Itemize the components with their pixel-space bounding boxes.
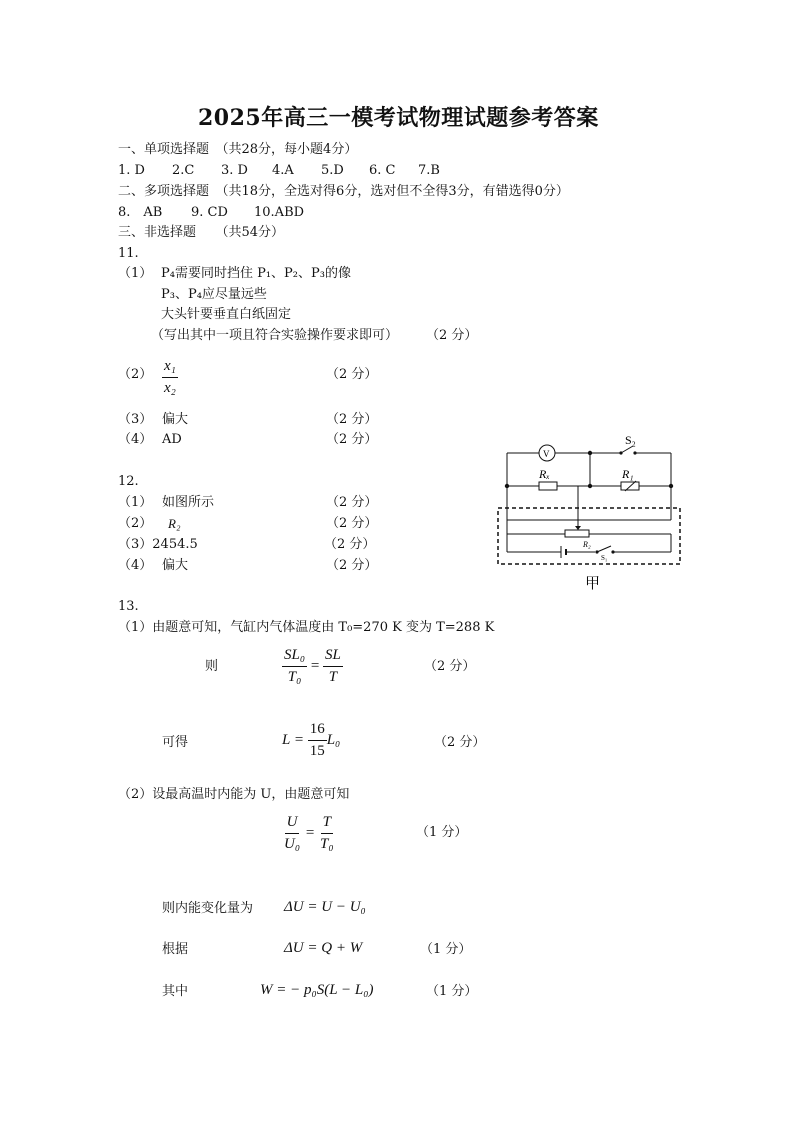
answer-8: 8. AB [118, 205, 163, 220]
answer-5: 5.D [321, 163, 344, 178]
q13-eq5-prefix: 根据 [162, 942, 189, 957]
q12-p3-label: （3）2454.5 [118, 537, 198, 552]
page-title: 2025年高三一模考试物理试题参考答案 [198, 105, 599, 131]
q12-p2-label: （2） [118, 516, 153, 531]
junction-dot [588, 451, 592, 455]
q11-p1-line2: P₃、P₄应尽量远些 [161, 287, 267, 302]
junction-dot [505, 484, 509, 488]
eq1-right-den: T [328, 669, 338, 685]
q13-eq1-score: （2 分） [424, 659, 476, 674]
switch-terminal [619, 451, 622, 454]
q13-eq4-prefix: 则内能变化量为 [162, 901, 254, 916]
answer-6: 6. C [369, 163, 396, 178]
q13-eq1 [282, 648, 343, 685]
eq3-left-den: U₀ [284, 836, 301, 852]
eq2-rhs: L₀ [326, 731, 341, 748]
q11-p1-line4: （写出其中一项且符合实验操作要求即可） [151, 328, 399, 343]
q11-p2-label: （2） [118, 367, 153, 382]
q11-p1-label: （1） [118, 266, 153, 281]
q11-p3-label: （3） [118, 412, 153, 427]
eq1-equals: = [310, 657, 320, 674]
section2-header: 二、多项选择题 （共18分，全选对得6分，选对但不全得3分，有错选得0分） [118, 184, 569, 199]
r1-label: R₁ [622, 467, 634, 481]
q13-eq2 [282, 722, 340, 759]
q12-p2-score: （2 分） [326, 516, 378, 531]
eq3-right-den: T₀ [320, 836, 334, 852]
q12-p4-score: （2 分） [326, 558, 378, 573]
eq1-left-den: T₀ [287, 669, 302, 685]
circuit-caption: 甲 [585, 576, 601, 592]
q13-eq4: ΔU = U − U₀ [284, 899, 366, 915]
q12-p1-score: （2 分） [326, 495, 378, 510]
q13-eq1-prefix: 则 [205, 659, 219, 674]
answer-2: 2.C [172, 163, 195, 178]
q13-number: 13. [118, 599, 139, 614]
switch-terminal [595, 550, 598, 553]
q11-p4-answer: AD [162, 432, 182, 447]
q11-p2-denominator: x₂ [164, 380, 176, 396]
q13-eq3 [282, 815, 336, 852]
q12-p3-score: （2 分） [324, 537, 376, 552]
q12-p2-answer: R₂ [168, 516, 181, 531]
q13-eq2-score: （2 分） [434, 735, 486, 750]
q13-eq3-score: （1 分） [416, 825, 468, 840]
eq1-left-num: SL₀ [282, 648, 307, 667]
q11-p3-score: （2 分） [326, 412, 378, 427]
circuit-diagram [495, 432, 690, 597]
q12-p4-label: （4） [118, 558, 153, 573]
q13-p1-intro: （1）由题意可知，气缸内气体温度由 T₀=270 K 变为 T=288 K [118, 620, 495, 635]
q13-eq6-prefix: 其中 [162, 984, 189, 999]
switch-terminal [611, 550, 614, 553]
eq2-den: 15 [309, 743, 325, 759]
q12-p4-answer: 偏大 [162, 558, 189, 573]
q11-p3-answer: 偏大 [162, 412, 189, 427]
r2-resistor-icon [565, 530, 589, 537]
switch2-blade-icon [621, 446, 633, 453]
junction-dot [669, 484, 673, 488]
q12-p1-label: （1） [118, 495, 153, 510]
q13-eq5-score: （1 分） [420, 942, 472, 957]
answer-1: 1. D [118, 163, 145, 178]
eq2-lhs: L = [282, 731, 304, 748]
switch-terminal [633, 451, 636, 454]
q13-eq2-prefix: 可得 [162, 735, 189, 750]
answer-3: 3. D [221, 163, 248, 178]
q11-p2-fraction [162, 359, 178, 396]
q11-p1-line3: 大头针要垂直白纸固定 [161, 307, 292, 322]
q11-number: 11. [118, 246, 139, 261]
r2-label: R₂ [583, 540, 591, 549]
q11-p2-numerator: x₁ [162, 359, 178, 378]
q12-p1-answer: 如图所示 [162, 495, 215, 510]
q13-eq5: ΔU = Q + W [284, 940, 363, 956]
switch1-blade-icon [597, 546, 611, 552]
q11-p4-label: （4） [118, 432, 153, 447]
slider-arrow-icon [575, 526, 581, 530]
eq2-num: 16 [308, 722, 327, 741]
eq3-equals: = [305, 824, 315, 841]
q11-p1-score: （2 分） [426, 328, 478, 343]
s1-label: S₁ [601, 554, 608, 562]
answer-10: 10.ABD [254, 205, 305, 220]
q11-p2-score: （2 分） [326, 367, 378, 382]
q12-p3-answer: 2454.5 [152, 537, 198, 552]
q11-p1-line1: P₄需要同时挡住 P₁、P₂、P₃的像 [161, 266, 351, 281]
answer-9: 9. CD [191, 205, 228, 220]
q13-eq6-score: （1 分） [426, 984, 478, 999]
q13-p2-intro: （2）设最高温时内能为 U，由题意可知 [118, 787, 350, 802]
section3-header: 三、非选择题 （共54分） [118, 225, 285, 240]
junction-dot [588, 484, 592, 488]
eq3-right-num: T [321, 815, 333, 834]
eq3-left-num: U [285, 815, 300, 834]
q11-p4-score: （2 分） [326, 432, 378, 447]
answer-7: 7.B [418, 163, 440, 178]
rx-resistor-icon [539, 482, 557, 490]
q12-number: 12. [118, 474, 139, 489]
section1-header: 一、单项选择题 （共28分，每小题4分） [118, 142, 358, 157]
switch2-label: S₂ [625, 433, 636, 447]
voltmeter-label: V [543, 449, 550, 459]
q13-eq6: W = − p₀S(L − L₀) [260, 982, 374, 998]
eq1-right-num: SL [323, 648, 343, 667]
rx-label: Rₓ [539, 467, 550, 481]
answer-4: 4.A [272, 163, 294, 178]
